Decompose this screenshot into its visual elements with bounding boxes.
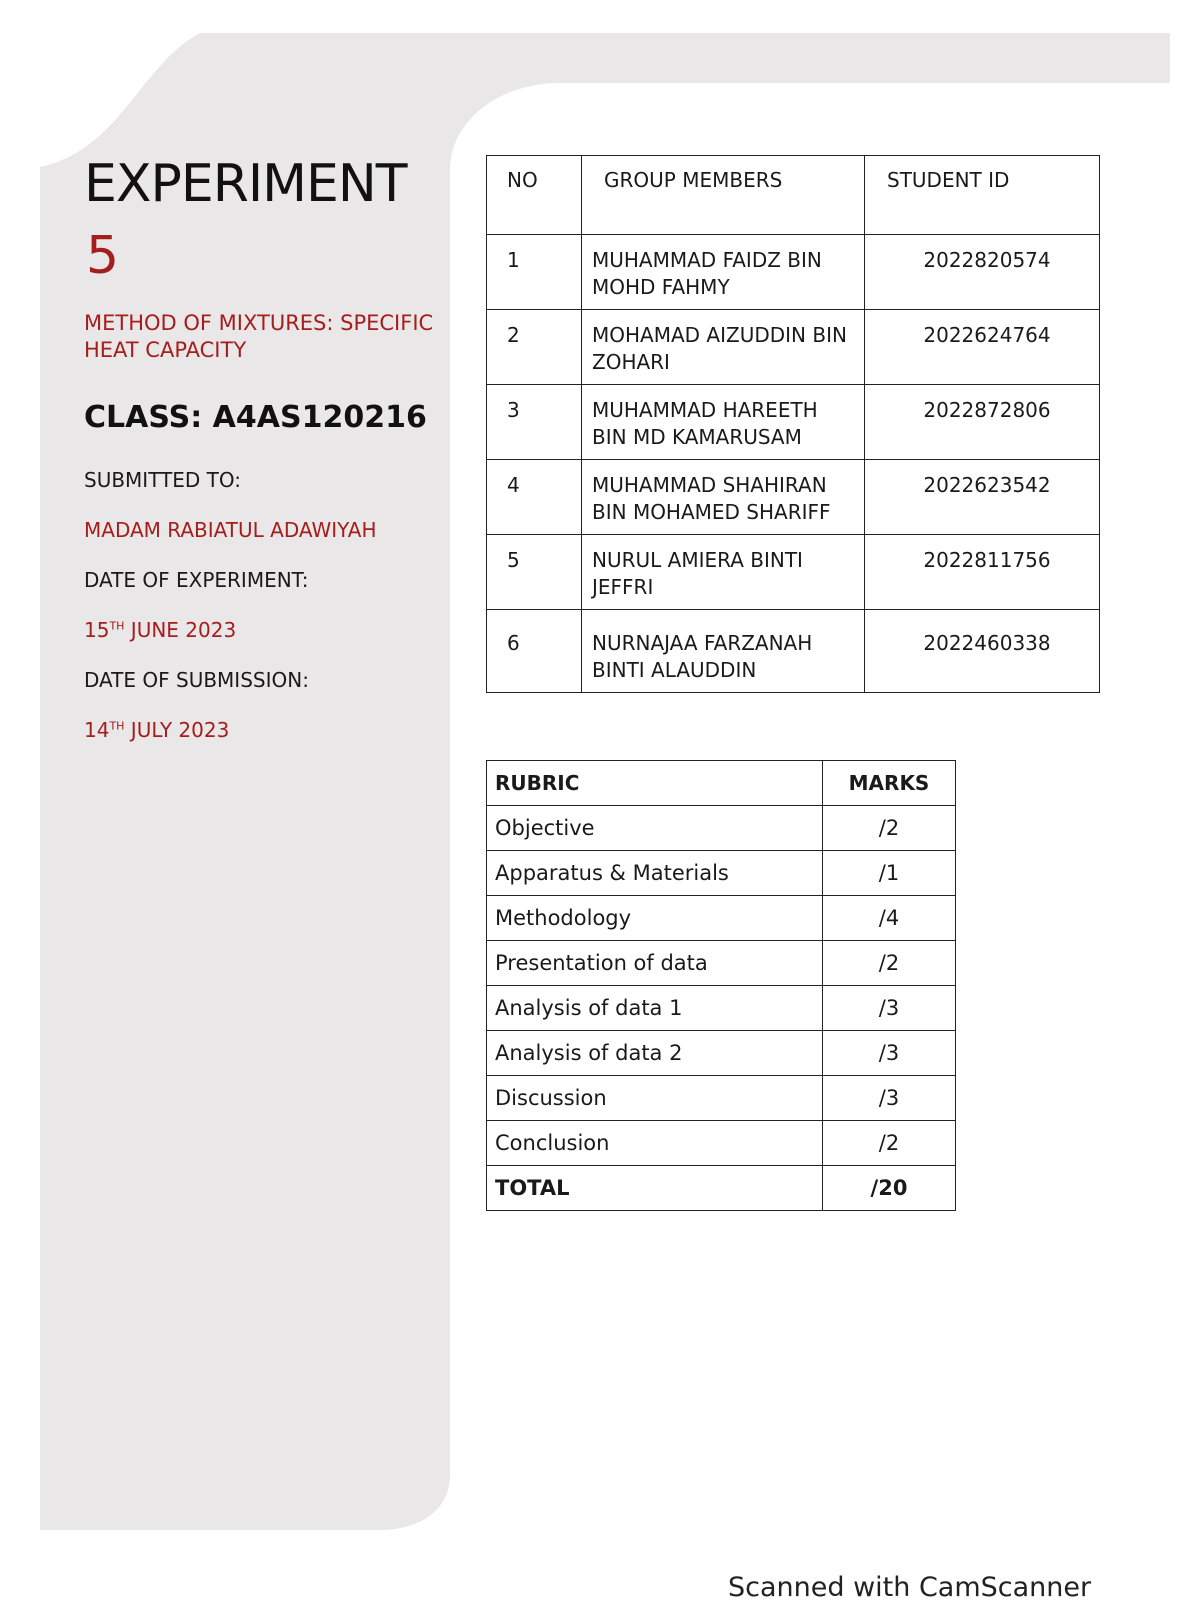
lecturer-name: MADAM RABIATUL ADAWIYAH bbox=[84, 518, 377, 542]
rubric-item: Presentation of data bbox=[487, 941, 823, 986]
rubric-marks: /1 bbox=[823, 851, 956, 896]
rubric-item: Objective bbox=[487, 806, 823, 851]
table-row bbox=[487, 941, 956, 986]
member-student-id: 2022820574 bbox=[865, 235, 1100, 310]
table-row bbox=[487, 385, 1100, 460]
date-of-submission-label: DATE OF SUBMISSION: bbox=[84, 668, 309, 692]
date-of-experiment-label: DATE OF EXPERIMENT: bbox=[84, 568, 309, 592]
date-of-submission: 14TH JULY 2023 bbox=[84, 718, 230, 742]
member-name: MUHAMMAD HAREETH BIN MD KAMARUSAM bbox=[582, 385, 865, 460]
header-marks: MARKS bbox=[823, 761, 956, 806]
rubric-marks: /2 bbox=[823, 941, 956, 986]
member-no: 4 bbox=[487, 460, 582, 535]
member-student-id: 2022623542 bbox=[865, 460, 1100, 535]
table-row bbox=[487, 806, 956, 851]
rubric-marks: /3 bbox=[823, 1076, 956, 1121]
camscanner-watermark: Scanned with CamScanner bbox=[728, 1572, 1092, 1603]
rubric-item: Analysis of data 2 bbox=[487, 1031, 823, 1076]
member-no: 1 bbox=[487, 235, 582, 310]
experiment-title: EXPERIMENT bbox=[84, 154, 407, 214]
total-row bbox=[487, 1166, 956, 1211]
experiment-subtitle: METHOD OF MIXTURES: SPECIFIC HEAT CAPACITY bbox=[84, 311, 434, 362]
rubric-item: Conclusion bbox=[487, 1121, 823, 1166]
table-row bbox=[487, 896, 956, 941]
rubric-marks: /4 bbox=[823, 896, 956, 941]
header-no: NO bbox=[487, 156, 582, 235]
group-members-table bbox=[486, 155, 1100, 693]
header-student-id: STUDENT ID bbox=[865, 156, 1100, 235]
rubric-table bbox=[486, 760, 956, 1211]
member-no: 3 bbox=[487, 385, 582, 460]
member-name: MOHAMAD AIZUDDIN BIN ZOHARI bbox=[582, 310, 865, 385]
date-of-experiment: 15TH JUNE 2023 bbox=[84, 618, 237, 642]
rubric-item: Discussion bbox=[487, 1076, 823, 1121]
table-row bbox=[487, 1076, 956, 1121]
header-rubric: RUBRIC bbox=[487, 761, 823, 806]
table-row bbox=[487, 460, 1100, 535]
table-row bbox=[487, 986, 956, 1031]
rubric-item: Methodology bbox=[487, 896, 823, 941]
table-row bbox=[487, 610, 1100, 693]
member-name: MUHAMMAD SHAHIRAN BIN MOHAMED SHARIFF bbox=[582, 460, 865, 535]
member-student-id: 2022872806 bbox=[865, 385, 1100, 460]
rubric-marks: /3 bbox=[823, 986, 956, 1031]
header-group-members: GROUP MEMBERS bbox=[582, 156, 865, 235]
table-header-row bbox=[487, 761, 956, 806]
total-label: TOTAL bbox=[487, 1166, 823, 1211]
table-row bbox=[487, 310, 1100, 385]
member-name: NURNAJAA FARZANAH BINTI ALAUDDIN bbox=[582, 610, 865, 693]
member-name: NURUL AMIERA BINTI JEFFRI bbox=[582, 535, 865, 610]
rubric-item: Analysis of data 1 bbox=[487, 986, 823, 1031]
member-no: 6 bbox=[487, 610, 582, 693]
table-header-row bbox=[487, 156, 1100, 235]
experiment-number: 5 bbox=[86, 226, 120, 286]
member-student-id: 2022624764 bbox=[865, 310, 1100, 385]
member-no: 2 bbox=[487, 310, 582, 385]
rubric-marks: /2 bbox=[823, 1121, 956, 1166]
total-marks: /20 bbox=[823, 1166, 956, 1211]
rubric-marks: /3 bbox=[823, 1031, 956, 1076]
class-code: CLASS: A4AS120216 bbox=[84, 400, 427, 435]
table-row bbox=[487, 1031, 956, 1076]
member-name: MUHAMMAD FAIDZ BIN MOHD FAHMY bbox=[582, 235, 865, 310]
table-row bbox=[487, 851, 956, 896]
member-student-id: 2022811756 bbox=[865, 535, 1100, 610]
rubric-item: Apparatus & Materials bbox=[487, 851, 823, 896]
member-no: 5 bbox=[487, 535, 582, 610]
submitted-to-label: SUBMITTED TO: bbox=[84, 468, 242, 492]
rubric-marks: /2 bbox=[823, 806, 956, 851]
table-row bbox=[487, 1121, 956, 1166]
table-row bbox=[487, 535, 1100, 610]
member-student-id: 2022460338 bbox=[865, 610, 1100, 693]
table-row bbox=[487, 235, 1100, 310]
